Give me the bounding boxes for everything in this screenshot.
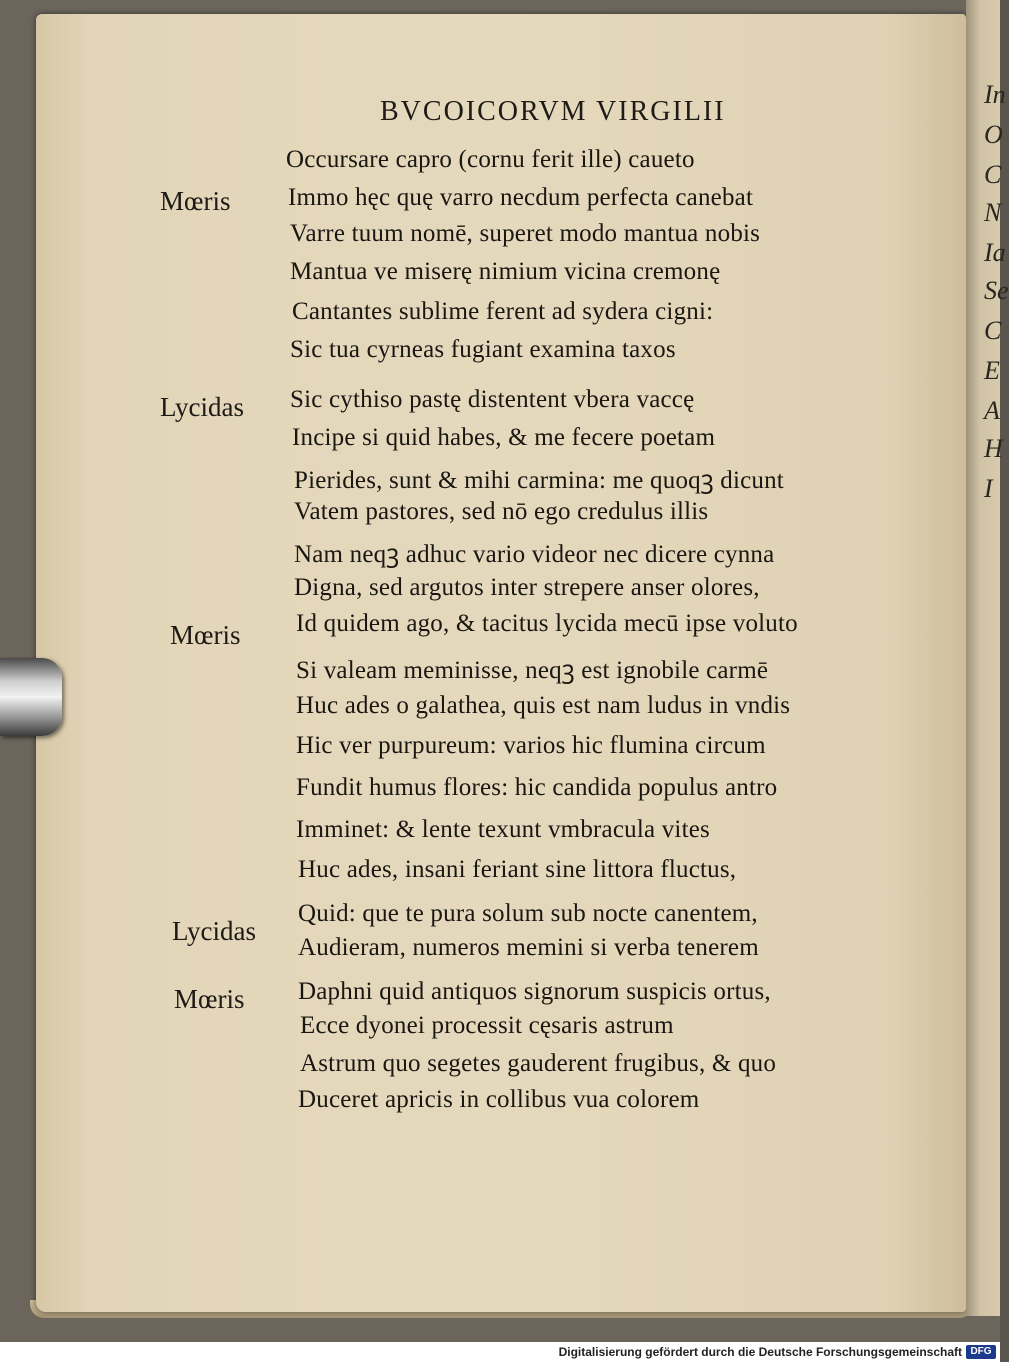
verse-line: Huc ades, insani feriant sine littora fluctus, — [298, 856, 737, 883]
verse-line: Audieram, numeros memini si verba tenerem — [298, 934, 759, 961]
facing-page-edge — [966, 0, 1009, 1316]
speaker-label: Lycidas — [160, 392, 244, 422]
facing-page-letter: O — [984, 120, 1003, 149]
speaker-label: Lycidas — [172, 916, 256, 946]
facing-page-letter: I — [984, 474, 993, 503]
verse-line: Quid: que te pura solum sub nocte canentem, — [298, 900, 758, 927]
facing-page-letter: In — [984, 80, 1006, 109]
verse-line: Digna, sed argutos inter strepere anser olores, — [294, 574, 760, 601]
verse-line: Duceret apricis in collibus vua colorem — [298, 1086, 700, 1113]
speaker-label: Mœris — [174, 984, 245, 1014]
running-title: BVCOICORVM VIRGILII — [380, 96, 726, 127]
verse-line: Sic tua cyrneas fugiant examina taxos — [290, 336, 676, 363]
facing-page-letter: H — [984, 434, 1003, 463]
dfg-logo-icon: DFG — [966, 1345, 996, 1359]
facing-page-letter: Ia — [984, 238, 1006, 267]
verse-line: Immo hęc quę varro necdum perfecta canebat — [288, 184, 754, 211]
verse-line: Huc ades o galathea, quis est nam ludus in vndis — [296, 692, 791, 719]
verse-line: Si valeam meminisse, neqꝫ est ignobile carmē — [296, 657, 769, 684]
verse-line: Incipe si quid habes, & me fecere poetam — [292, 424, 716, 451]
facing-page-letter: C — [984, 316, 1002, 345]
verse-line: Cantantes sublime ferent ad sydera cigni: — [292, 298, 714, 325]
verse-line: Vatem pastores, sed nō ego credulus illis — [294, 498, 709, 525]
verse-line: Daphni quid antiquos signorum suspicis ortus, — [298, 978, 771, 1005]
verse-line: Imminet: & lente texunt vmbracula vites — [296, 816, 710, 843]
funding-credit: Digitalisierung gefördert durch die Deutsche Forschungsgemeinschaft — [558, 1345, 962, 1359]
verse-line: Nam neqꝫ adhuc vario videor nec dicere cynna — [294, 541, 775, 568]
verse-line: Varre tuum nomē, superet modo mantua nobis — [290, 220, 761, 247]
verse-line: Mantua ve miserę nimium vicina cremonę — [290, 258, 721, 285]
digitization-footer — [0, 1342, 1000, 1362]
verse-line: Pierides, sunt & mihi carmina: me quoqꝫ dicunt — [294, 467, 784, 494]
speaker-label: Mœris — [160, 186, 231, 216]
verse-line: Sic cythiso pastę distentent vbera vaccę — [290, 386, 695, 413]
verse-line: Id quidem ago, & tacitus lycida mecū ipse voluto — [296, 610, 798, 637]
facing-page-letter: C — [984, 160, 1002, 189]
facing-page-letter: E — [984, 356, 1000, 385]
verse-line: Occursare capro (cornu ferit ille) caueto — [286, 146, 695, 173]
speaker-label: Mœris — [170, 620, 241, 650]
page-clip-holder — [0, 658, 62, 736]
verse-line: Hic ver purpureum: varios hic flumina circum — [296, 732, 766, 759]
verse-line: Ecce dyonei processit cęsaris astrum — [300, 1012, 674, 1039]
facing-page-letter: Se — [984, 276, 1009, 305]
verse-line: Astrum quo segetes gauderent frugibus, & quo — [300, 1050, 777, 1077]
facing-page-letter: N — [984, 198, 1002, 227]
verse-line: Fundit humus flores: hic candida populus antro — [296, 774, 778, 801]
facing-page-letter: A — [984, 396, 1000, 425]
